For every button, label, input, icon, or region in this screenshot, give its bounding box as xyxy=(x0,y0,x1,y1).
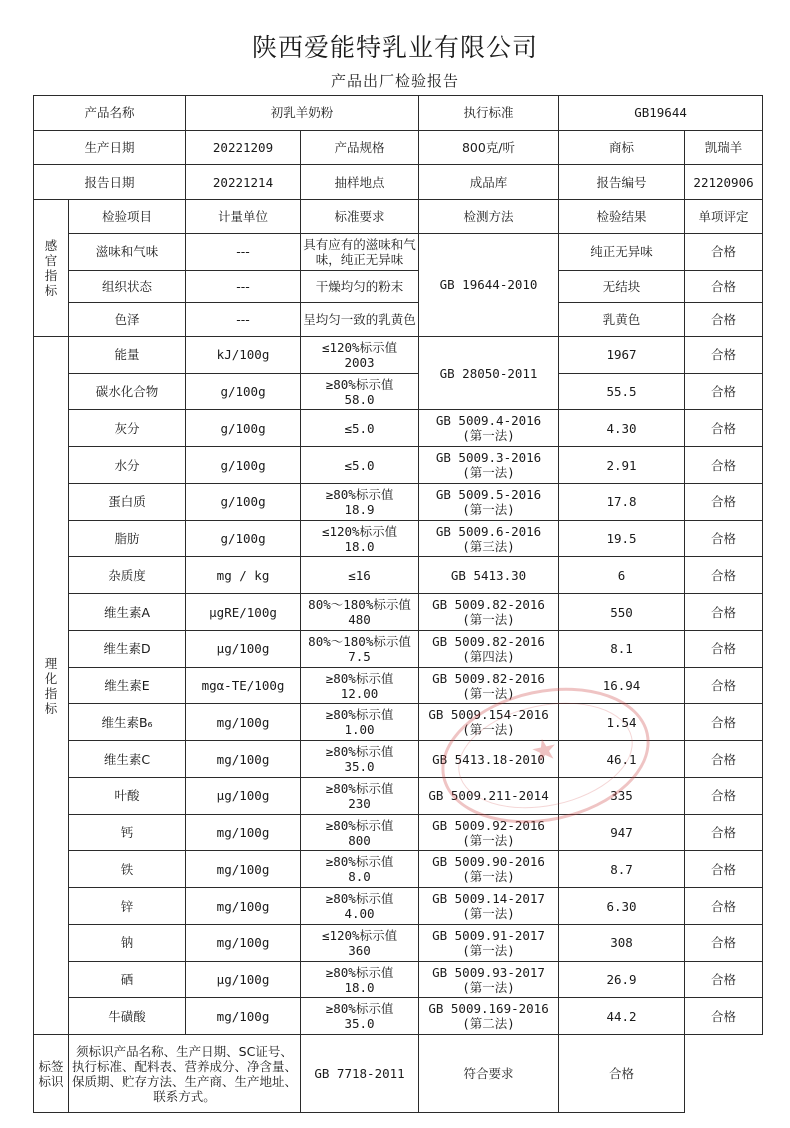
product-name-label: 产品名称 xyxy=(34,96,186,131)
seal-star-icon: ★ xyxy=(527,730,562,771)
requirement xyxy=(301,667,419,704)
result: 6.30 xyxy=(559,888,685,925)
label-requirement: 须标识产品名称、生产日期、SC证号、执行标准、配料表、营养成分、净含量、保质期、贮存方法、生产商、生产地址、联系方式。 xyxy=(69,1035,301,1113)
method-line-2: (第一法) xyxy=(462,942,515,958)
method xyxy=(419,998,559,1035)
requirement xyxy=(301,777,419,814)
method-line-1: GB 5009.82-2016 xyxy=(432,597,545,613)
item-name: 锌 xyxy=(69,888,186,925)
unit: --- xyxy=(186,233,301,270)
method xyxy=(419,814,559,851)
method-line-1: GB 5009.169-2016 xyxy=(428,1001,549,1017)
item-name: 叶酸 xyxy=(69,777,186,814)
item-name: 硒 xyxy=(69,961,186,998)
result: 1967 xyxy=(559,336,685,373)
inspection-report-table xyxy=(33,95,763,1113)
method-line-2: (第一法) xyxy=(462,832,515,848)
req-line-1: ≤5.0 xyxy=(344,457,375,473)
physchem-cat-char: 化 xyxy=(44,670,58,686)
result: 4.30 xyxy=(559,410,685,447)
physchem-row xyxy=(34,447,763,484)
req-line-2: 18.0 xyxy=(344,538,375,554)
method-line-1: GB 5413.18-2010 xyxy=(432,751,545,767)
physchem-cat-char: 理 xyxy=(44,655,58,671)
result: 乳黄色 xyxy=(559,303,685,337)
item-name: 维生素A xyxy=(69,594,186,631)
report-title: 产品出厂检验报告 xyxy=(330,72,459,90)
item-name: 钙 xyxy=(69,814,186,851)
physchem-row xyxy=(34,483,763,520)
sample-loc-label: 抽样地点 xyxy=(301,165,419,200)
method xyxy=(419,410,559,447)
physchem-row xyxy=(34,924,763,961)
req-line-2: 480 xyxy=(348,612,371,628)
method xyxy=(419,704,559,741)
header-verdict: 单项评定 xyxy=(685,200,763,234)
method xyxy=(419,520,559,557)
unit: g/100g xyxy=(186,483,301,520)
result: 8.1 xyxy=(559,630,685,667)
sensory-category xyxy=(34,200,69,337)
label-method: GB 7718-2011 xyxy=(301,1035,419,1113)
header-unit: 计量单位 xyxy=(186,200,301,234)
header-method: 检测方法 xyxy=(419,200,559,234)
result: 46.1 xyxy=(559,741,685,778)
req-line-1: ≥80%标示值 xyxy=(325,817,394,833)
product-name-value: 初乳羊奶粉 xyxy=(186,96,419,131)
item-name: 标签标识 xyxy=(34,1035,69,1113)
physchem-row xyxy=(34,704,763,741)
item-name: 滋味和气味 xyxy=(69,233,186,270)
method-line-1: GB 5009.92-2016 xyxy=(432,817,545,833)
verdict: 合格 xyxy=(685,373,763,410)
method-line-1: GB 5009.82-2016 xyxy=(432,633,545,649)
sensory-cat-char: 官 xyxy=(44,253,58,268)
item-name: 维生素E xyxy=(69,667,186,704)
unit: g/100g xyxy=(186,373,301,410)
unit: g/100g xyxy=(186,520,301,557)
physchem-row xyxy=(34,777,763,814)
unit: mg/100g xyxy=(186,851,301,888)
method-line-2: (第一法) xyxy=(462,501,515,517)
item-name: 碳水化合物 xyxy=(69,373,186,410)
sensory-method: GB 19644-2010 xyxy=(419,233,559,336)
requirement xyxy=(301,373,419,410)
unit: mg/100g xyxy=(186,924,301,961)
method-line-2: (第四法) xyxy=(462,648,515,664)
verdict: 合格 xyxy=(685,233,763,270)
physchem-row xyxy=(34,998,763,1035)
prod-date-label: 生产日期 xyxy=(34,130,186,165)
header-req: 标准要求 xyxy=(301,200,419,234)
method-line-2: (第一法) xyxy=(462,722,515,738)
sample-loc-value: 成品库 xyxy=(419,165,559,200)
verdict: 合格 xyxy=(685,557,763,594)
physchem-row xyxy=(34,520,763,557)
item-name: 铁 xyxy=(69,851,186,888)
method-line-1: GB 5009.4-2016 xyxy=(435,413,542,429)
req-line-2: 58.0 xyxy=(344,391,375,407)
physchem-row xyxy=(34,741,763,778)
unit: mg/100g xyxy=(186,998,301,1035)
physchem-row xyxy=(34,667,763,704)
req-line-2: 35.0 xyxy=(344,1016,375,1032)
item-name: 组织状态 xyxy=(69,270,186,303)
brand-label: 商标 xyxy=(559,130,685,165)
spec-label: 产品规格 xyxy=(301,130,419,165)
req-line-1: ≥80%标示值 xyxy=(325,486,394,502)
requirement xyxy=(301,704,419,741)
report-no-label: 报告编号 xyxy=(559,165,685,200)
unit: mgα-TE/100g xyxy=(186,667,301,704)
method-line-2: (第三法) xyxy=(462,538,515,554)
result: 308 xyxy=(559,924,685,961)
prod-date-value: 20221209 xyxy=(186,130,301,165)
verdict: 合格 xyxy=(685,667,763,704)
result: 550 xyxy=(559,594,685,631)
unit: mg / kg xyxy=(186,557,301,594)
method xyxy=(419,594,559,631)
req-line-2: 18.0 xyxy=(344,979,375,995)
label-row xyxy=(34,1035,763,1113)
req-line-1: ≤120%标示值 xyxy=(321,339,398,355)
method-line-2: (第一法) xyxy=(462,685,515,701)
requirement xyxy=(301,961,419,998)
method xyxy=(419,741,559,778)
result: 16.94 xyxy=(559,667,685,704)
req-line-2: 800 xyxy=(348,832,371,848)
column-header-row xyxy=(34,200,763,234)
method-line-1: GB 5009.93-2017 xyxy=(432,964,545,980)
method xyxy=(419,447,559,484)
req-line-1: ≥80%标示值 xyxy=(325,376,394,392)
item-name: 蛋白质 xyxy=(69,483,186,520)
info-row-product xyxy=(34,96,763,131)
physchem-row xyxy=(34,594,763,631)
verdict: 合格 xyxy=(685,814,763,851)
physchem-cat-char: 标 xyxy=(44,700,58,716)
item-name: 水分 xyxy=(69,447,186,484)
physchem-row xyxy=(34,410,763,447)
spec-value: 800克/听 xyxy=(419,130,559,165)
method-line-1: GB 5009.6-2016 xyxy=(435,523,542,539)
requirement: 干燥均匀的粉末 xyxy=(301,270,419,303)
req-line-2: 230 xyxy=(348,795,371,811)
method-line-2: (第一法) xyxy=(462,465,515,481)
requirement xyxy=(301,924,419,961)
method-line-2: (第一法) xyxy=(462,428,515,444)
req-line-1: ≥80%标示值 xyxy=(325,854,394,870)
physchem-row xyxy=(34,961,763,998)
requirement xyxy=(301,520,419,557)
req-line-2: 2003 xyxy=(344,354,375,370)
item-name: 维生素C xyxy=(69,741,186,778)
unit: μg/100g xyxy=(186,630,301,667)
result: 6 xyxy=(559,557,685,594)
physchem-row xyxy=(34,851,763,888)
verdict: 合格 xyxy=(685,520,763,557)
result: 26.9 xyxy=(559,961,685,998)
verdict: 合格 xyxy=(685,704,763,741)
item-name: 灰分 xyxy=(69,410,186,447)
sensory-cat-char: 感 xyxy=(44,238,58,253)
req-line-2: 360 xyxy=(348,942,371,958)
unit: μgRE/100g xyxy=(186,594,301,631)
result: 1.54 xyxy=(559,704,685,741)
requirement: 呈均匀一致的乳黄色 xyxy=(301,303,419,337)
method xyxy=(419,777,559,814)
result: 纯正无异味 xyxy=(559,233,685,270)
result: 17.8 xyxy=(559,483,685,520)
requirement xyxy=(301,447,419,484)
unit: --- xyxy=(186,270,301,303)
method xyxy=(419,888,559,925)
unit: g/100g xyxy=(186,410,301,447)
item-name: 能量 xyxy=(69,336,186,373)
unit: --- xyxy=(186,303,301,337)
physchem-row-energy xyxy=(34,336,763,373)
req-line-1: ≥80%标示值 xyxy=(325,891,394,907)
requirement xyxy=(301,998,419,1035)
requirement xyxy=(301,741,419,778)
verdict: 合格 xyxy=(685,924,763,961)
report-date-value: 20221214 xyxy=(186,165,301,200)
verdict: 合格 xyxy=(685,447,763,484)
physchem-category xyxy=(34,336,69,1034)
item-name: 钠 xyxy=(69,924,186,961)
method-line-2: (第一法) xyxy=(462,906,515,922)
req-line-2: 4.00 xyxy=(344,906,375,922)
item-name: 色泽 xyxy=(69,303,186,337)
method xyxy=(419,961,559,998)
header-result: 检验结果 xyxy=(559,200,685,234)
method-line-1: GB 5009.3-2016 xyxy=(435,450,542,466)
req-line-1: ≥80%标示值 xyxy=(325,707,394,723)
method xyxy=(419,851,559,888)
sensory-row-taste xyxy=(34,233,763,270)
physchem-row-carb xyxy=(34,373,763,410)
verdict: 合格 xyxy=(685,270,763,303)
item-name: 脂肪 xyxy=(69,520,186,557)
physchem-row xyxy=(34,814,763,851)
req-line-1: ≤5.0 xyxy=(344,420,375,436)
method xyxy=(419,483,559,520)
req-line-1: ≥80%标示值 xyxy=(325,744,394,760)
unit: μg/100g xyxy=(186,777,301,814)
verdict: 合格 xyxy=(685,630,763,667)
physchem-row xyxy=(34,630,763,667)
result: 8.7 xyxy=(559,851,685,888)
standard-value: GB19644 xyxy=(559,96,763,131)
unit: kJ/100g xyxy=(186,336,301,373)
method-line-2: (第一法) xyxy=(462,612,515,628)
req-line-1: 80%～180%标示值 xyxy=(308,597,411,613)
verdict: 合格 xyxy=(685,483,763,520)
verdict: 合格 xyxy=(685,741,763,778)
report-no-value: 22120906 xyxy=(685,165,763,200)
method-line-1: GB 5413.30 xyxy=(450,567,527,583)
result: 335 xyxy=(559,777,685,814)
req-line-1: ≥80%标示值 xyxy=(325,670,394,686)
method-line-2: (第一法) xyxy=(462,979,515,995)
requirement xyxy=(301,410,419,447)
req-line-2: 1.00 xyxy=(344,722,375,738)
verdict: 合格 xyxy=(685,303,763,337)
method-line-2: (第二法) xyxy=(462,1016,515,1032)
req-line-1: ≥80%标示值 xyxy=(325,780,394,796)
company-name: 陕西爱能特乳业有限公司 xyxy=(251,33,538,62)
result: 55.5 xyxy=(559,373,685,410)
info-row-dates xyxy=(34,130,763,165)
unit: mg/100g xyxy=(186,704,301,741)
req-line-1: ≤120%标示值 xyxy=(321,927,398,943)
physchem-row xyxy=(34,888,763,925)
method xyxy=(419,557,559,594)
brand-value: 凯瑞羊 xyxy=(685,130,763,165)
unit: mg/100g xyxy=(186,741,301,778)
method-line-1: GB 5009.90-2016 xyxy=(432,854,545,870)
method-line-1: GB 5009.91-2017 xyxy=(432,927,545,943)
verdict: 合格 xyxy=(685,851,763,888)
verdict: 合格 xyxy=(685,888,763,925)
method-line-1: GB 5009.5-2016 xyxy=(435,486,542,502)
item-name: 牛磺酸 xyxy=(69,998,186,1035)
result: 无结块 xyxy=(559,270,685,303)
result: 947 xyxy=(559,814,685,851)
method xyxy=(419,924,559,961)
req-line-2: 7.5 xyxy=(348,648,371,664)
unit: g/100g xyxy=(186,447,301,484)
unit: mg/100g xyxy=(186,814,301,851)
req-line-1: ≤16 xyxy=(348,567,371,583)
label-result: 符合要求 xyxy=(419,1035,559,1113)
requirement xyxy=(301,814,419,851)
requirement xyxy=(301,594,419,631)
method-line-1: GB 5009.82-2016 xyxy=(432,670,545,686)
verdict: 合格 xyxy=(685,998,763,1035)
result: 19.5 xyxy=(559,520,685,557)
verdict: 合格 xyxy=(685,594,763,631)
req-line-2: 12.00 xyxy=(340,685,379,701)
info-row-report xyxy=(34,165,763,200)
verdict: 合格 xyxy=(685,961,763,998)
unit: μg/100g xyxy=(186,961,301,998)
result: 44.2 xyxy=(559,998,685,1035)
requirement xyxy=(301,557,419,594)
requirement xyxy=(301,888,419,925)
energy-carb-method: GB 28050-2011 xyxy=(419,336,559,410)
req-line-1: ≥80%标示值 xyxy=(325,964,394,980)
req-line-2: 18.9 xyxy=(344,501,375,517)
label-verdict: 合格 xyxy=(559,1035,685,1113)
unit: mg/100g xyxy=(186,888,301,925)
result: 2.91 xyxy=(559,447,685,484)
method-line-1: GB 5009.14-2017 xyxy=(432,891,545,907)
physchem-row xyxy=(34,557,763,594)
verdict: 合格 xyxy=(685,410,763,447)
req-line-1: 80%～180%标示值 xyxy=(308,633,411,649)
sensory-row-texture xyxy=(34,270,763,303)
method-line-2: (第一法) xyxy=(462,869,515,885)
req-line-1: ≤120%标示值 xyxy=(321,523,398,539)
header-item: 检验项目 xyxy=(69,200,186,234)
report-date-label: 报告日期 xyxy=(34,165,186,200)
sensory-row-color xyxy=(34,303,763,337)
requirement: 具有应有的滋味和气味，纯正无异味 xyxy=(301,233,419,270)
req-line-2: 35.0 xyxy=(344,759,375,775)
sensory-cat-char: 指 xyxy=(44,268,58,283)
method-line-1: GB 5009.211-2014 xyxy=(428,788,549,804)
method xyxy=(419,630,559,667)
requirement xyxy=(301,851,419,888)
method xyxy=(419,667,559,704)
method-line-1: GB 5009.154-2016 xyxy=(428,707,549,723)
req-line-1: ≥80%标示值 xyxy=(325,1001,394,1017)
verdict: 合格 xyxy=(685,336,763,373)
requirement xyxy=(301,483,419,520)
standard-label: 执行标准 xyxy=(419,96,559,131)
requirement xyxy=(301,630,419,667)
sensory-cat-char: 标 xyxy=(44,283,58,298)
req-line-2: 8.0 xyxy=(348,869,371,885)
item-name: 杂质度 xyxy=(69,557,186,594)
physchem-cat-char: 指 xyxy=(44,685,58,701)
item-name: 维生素B₆ xyxy=(69,704,186,741)
verdict: 合格 xyxy=(685,777,763,814)
item-name: 维生素D xyxy=(69,630,186,667)
requirement xyxy=(301,336,419,373)
